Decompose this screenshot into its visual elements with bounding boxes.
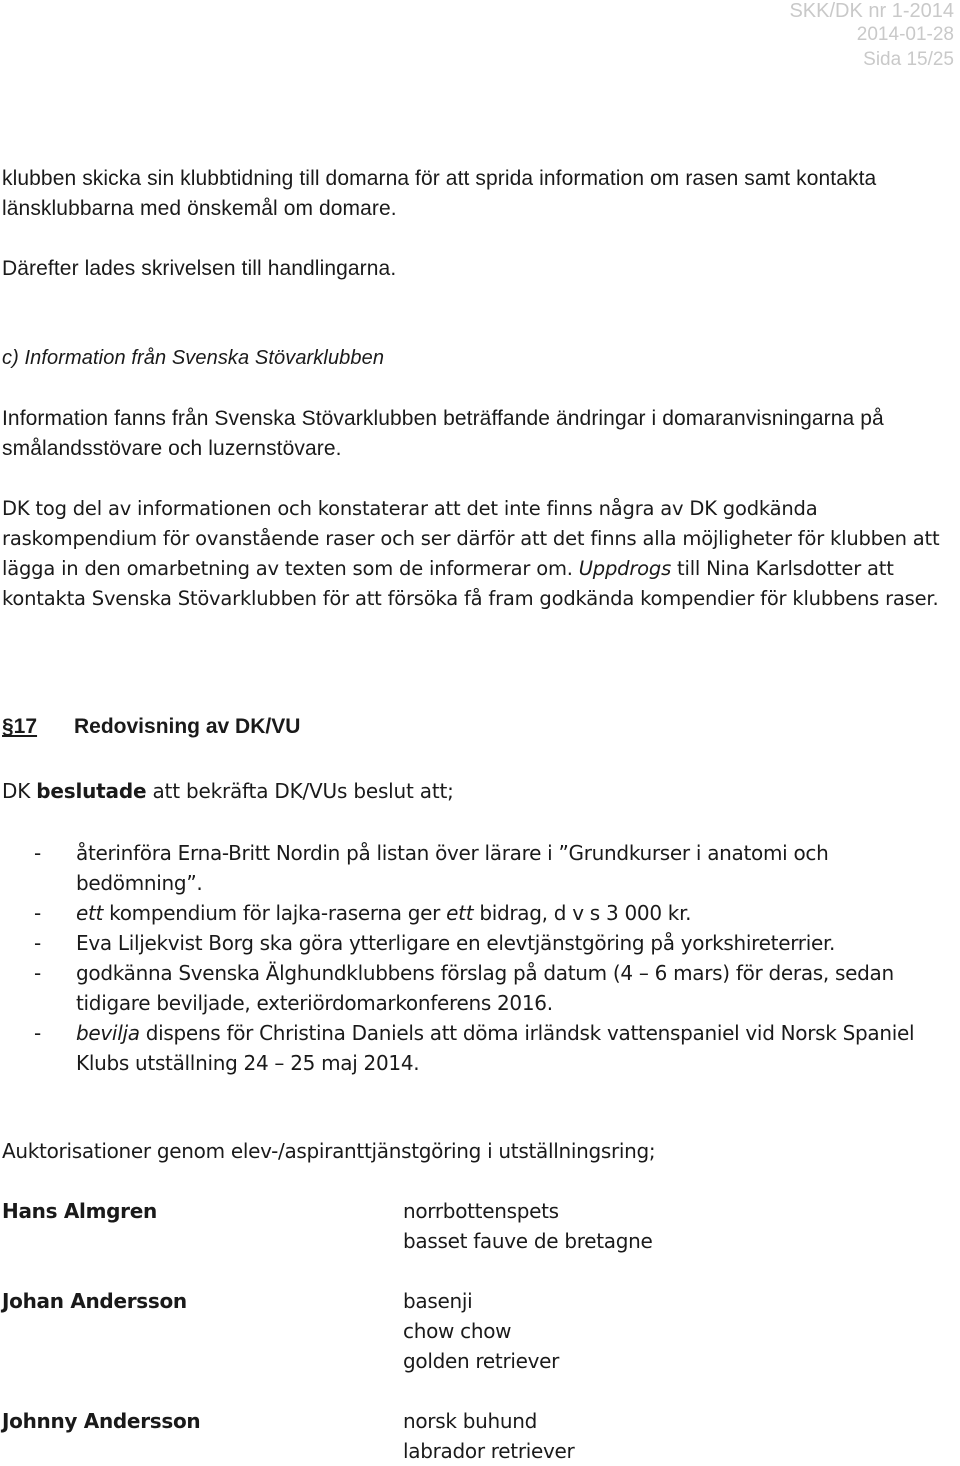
paragraph-dk-rest: till Nina Karlsdotter att kontakta Svenska Stövarklubben för att försöka få fram godkända kompendier för klubbens raser.	[2, 557, 939, 610]
list-item	[2, 1018, 952, 1078]
list-item-italic: ett	[76, 901, 104, 925]
judge-name: Johnny Andersson	[2, 1409, 201, 1433]
list-dash: -	[34, 1021, 41, 1045]
list-item	[2, 928, 952, 958]
breed-item: norrbottenspets	[403, 1199, 559, 1223]
paragraph-filed: Därefter lades skrivelsen till handlingarna.	[2, 257, 397, 280]
breed-item: labrador retriever	[403, 1439, 575, 1463]
list-dash: -	[34, 961, 41, 985]
page-number: Sida 15/25	[863, 49, 954, 70]
list-item-text: dispens för Christina Daniels att döma irländsk vattenspaniel vid Norsk Spaniel Klubs utställning 24 – 25 maj 2014.	[76, 1021, 915, 1075]
list-item-text: bidrag, d v s 3 000 kr.	[479, 901, 692, 925]
judge-breeds	[403, 1406, 574, 1466]
page-header	[789, 0, 954, 72]
list-item-text: återinföra Erna-Britt Nordin på listan över lärare i ”Grundkurser i anatomi och bedömning”.	[76, 841, 829, 895]
judge-name: Johan Andersson	[2, 1289, 187, 1313]
judge-name: Hans Almgren	[2, 1199, 157, 1223]
paragraph-dk-main: DK tog del av informationen och konstaterar att det inte finns några av DK godkända raskompendium för ovanstående raser och ser därför att det finns alla möjligheter för klubben att lägga in den omarbetning av texten som de informerar om.	[2, 497, 940, 580]
breed-item: norsk buhund	[403, 1409, 537, 1433]
breed-item: basset fauve de bretagne	[403, 1229, 653, 1253]
list-item-italic: bevilja	[76, 1021, 140, 1045]
list-item-text: Eva Liljekvist Borg ska göra ytterligare en elevtjänstgöring på yorkshireterrier.	[76, 931, 836, 955]
decision-bold: beslutade	[36, 779, 147, 803]
list-dash: -	[34, 901, 41, 925]
list-item	[2, 898, 952, 928]
list-item-text: kompendium för lajka-raserna ger	[109, 901, 441, 925]
decision-suffix: att bekräfta DK/VUs beslut att;	[152, 779, 454, 803]
list-item-italic: ett	[446, 901, 474, 925]
section-number: §17	[2, 715, 38, 738]
list-dash: -	[34, 841, 41, 865]
list-dash: -	[34, 931, 41, 955]
subheading-stovarklubben: c) Information från Svenska Stövarklubben	[2, 347, 385, 369]
decision-prefix: DK	[2, 779, 31, 803]
breed-item: golden retriever	[403, 1349, 560, 1373]
list-item	[2, 838, 952, 898]
breed-item: basenji	[403, 1289, 473, 1313]
document-date: 2014-01-28	[856, 24, 954, 45]
list-item	[2, 958, 952, 1018]
section-title: Redovisning av DK/VU	[74, 715, 301, 738]
authorisation-heading: Auktorisationer genom elev-/aspiranttjänstgöring i utställningsring;	[2, 1139, 656, 1163]
decision-list	[2, 838, 952, 1078]
breed-item: chow chow	[403, 1319, 512, 1343]
section-heading	[2, 712, 300, 742]
paragraph-information: Information fanns från Svenska Stövarklubben beträffande ändringar i domaranvisningarna på smålandsstövare och luzernstövare.	[2, 407, 884, 460]
decision-line	[2, 776, 952, 806]
paragraph-club-magazine: klubben skicka sin klubbtidning till domarna för att sprida information om rasen samt kontakta länsklubbarna med önskemål om domare.	[2, 167, 877, 220]
paragraph-dk-italic: Uppdrogs	[578, 557, 672, 580]
judge-breeds	[403, 1286, 559, 1376]
list-item-text: godkänna Svenska Älghundklubbens förslag på datum (4 – 6 mars) för deras, sedan tidigare beviljade, exteriördomarkonferens 2016.	[76, 961, 894, 1015]
document-id: SKK/DK nr 1-2014	[789, 0, 954, 22]
judge-breeds	[403, 1196, 652, 1256]
paragraph-dk-decision	[2, 494, 952, 614]
